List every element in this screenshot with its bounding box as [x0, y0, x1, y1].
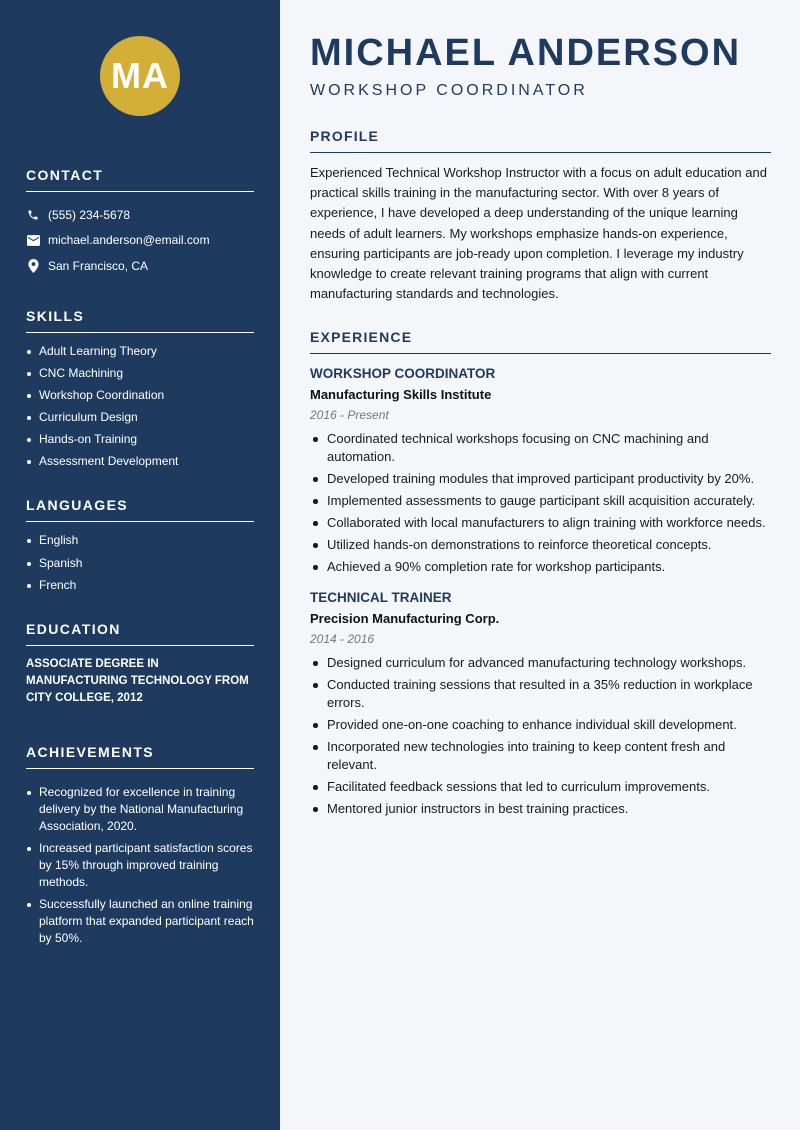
experience-entry — [310, 366, 771, 576]
skills-heading: SKILLS — [26, 308, 254, 333]
skills-section — [26, 308, 254, 471]
contact-heading: CONTACT — [26, 167, 254, 192]
job-bullet: Designed curriculum for advanced manufacturing technology workshops. — [310, 654, 771, 672]
job-bullet: Collaborated with local manufacturers to align training with workforce needs. — [310, 514, 771, 532]
skills-list — [26, 343, 254, 471]
phone-text: (555) 234-5678 — [48, 207, 131, 222]
job-bullet: Implemented assessments to gauge participant skill acquisition accurately. — [310, 492, 771, 510]
job-bullet: Developed training modules that improved participant productivity by 20%. — [310, 470, 771, 488]
main-content — [280, 0, 800, 1130]
profile-section — [310, 128, 771, 304]
job-bullet: Facilitated feedback sessions that led to curriculum improvements. — [310, 778, 771, 796]
achievements-section — [26, 744, 254, 947]
job-bullet: Mentored junior instructors in best training practices. — [310, 800, 771, 818]
skill-item: Adult Learning Theory — [26, 343, 254, 360]
email-icon — [26, 233, 40, 247]
job-bullet: Coordinated technical workshops focusing on CNC machining and automation. — [310, 430, 771, 466]
job-bullets — [310, 430, 771, 576]
experience-heading: EXPERIENCE — [310, 329, 771, 354]
contact-section — [26, 167, 254, 279]
contact-location — [26, 253, 254, 279]
achievement-item: Recognized for excellence in training delivery by the National Manufacturing Association, 2020. — [26, 784, 254, 835]
job-role: TECHNICAL TRAINER — [310, 590, 452, 606]
language-item: English — [26, 532, 254, 549]
job-role: WORKSHOP COORDINATOR — [310, 366, 496, 382]
languages-list — [26, 532, 254, 593]
location-text: San Francisco, CA — [48, 258, 149, 273]
education-section — [26, 621, 254, 707]
candidate-title: WORKSHOP COORDINATOR — [310, 82, 588, 99]
job-bullet: Incorporated new technologies into training to keep content fresh and relevant. — [310, 738, 771, 774]
education-heading: EDUCATION — [26, 621, 254, 646]
job-company: Precision Manufacturing Corp. — [310, 611, 500, 627]
achievements-list — [26, 784, 254, 947]
languages-section — [26, 497, 254, 593]
skill-item: Workshop Coordination — [26, 387, 254, 404]
skill-item: Hands-on Training — [26, 431, 254, 448]
achievement-item: Increased participant satisfaction scores by 15% through improved training methods. — [26, 840, 254, 891]
contact-email — [26, 228, 254, 254]
profile-heading: PROFILE — [310, 128, 771, 153]
profile-text: Experienced Technical Workshop Instructor with a focus on adult education and practical skills training in the manufacturing sector. With over 8 years of experience, I have developed a deep understanding of the unique learning needs of adult learners. My workshops emphasize hands-on experience, ensuring participants are job-ready upon completion. I leverage my industry knowledge to create relevant training programs that align with current manufacturing standards and technologies. — [310, 165, 767, 302]
skill-item: Assessment Development — [26, 453, 254, 470]
job-bullet: Provided one-on-one coaching to enhance individual skill development. — [310, 716, 771, 734]
job-company: Manufacturing Skills Institute — [310, 387, 492, 403]
job-bullet: Achieved a 90% completion rate for workshop participants. — [310, 558, 771, 576]
skill-item: Curriculum Design — [26, 409, 254, 426]
contact-phone — [26, 202, 254, 228]
candidate-name: MICHAEL ANDERSON — [310, 32, 742, 74]
sidebar — [0, 0, 280, 1130]
language-item: Spanish — [26, 555, 254, 572]
job-dates: 2016 - Present — [310, 408, 389, 423]
experience-entry — [310, 590, 771, 818]
experience-section — [310, 329, 771, 818]
job-bullet: Utilized hands-on demonstrations to reinforce theoretical concepts. — [310, 536, 771, 554]
achievements-heading: ACHIEVEMENTS — [26, 744, 254, 769]
skill-item: CNC Machining — [26, 365, 254, 382]
languages-heading: LANGUAGES — [26, 497, 254, 522]
job-bullet: Conducted training sessions that resulted in a 35% reduction in workplace errors. — [310, 676, 771, 712]
email-text: michael.anderson@email.com — [48, 233, 210, 248]
language-item: French — [26, 577, 254, 594]
avatar: MA — [100, 36, 180, 116]
job-bullets — [310, 654, 771, 818]
location-icon — [26, 259, 40, 273]
education-text: ASSOCIATE DEGREE IN MANUFACTURING TECHNOLOGY FROM CITY COLLEGE, 2012 — [26, 657, 249, 704]
achievement-item: Successfully launched an online training platform that expanded participant reach by 50%. — [26, 896, 254, 947]
phone-icon — [26, 208, 40, 222]
job-dates: 2014 - 2016 — [310, 632, 375, 647]
